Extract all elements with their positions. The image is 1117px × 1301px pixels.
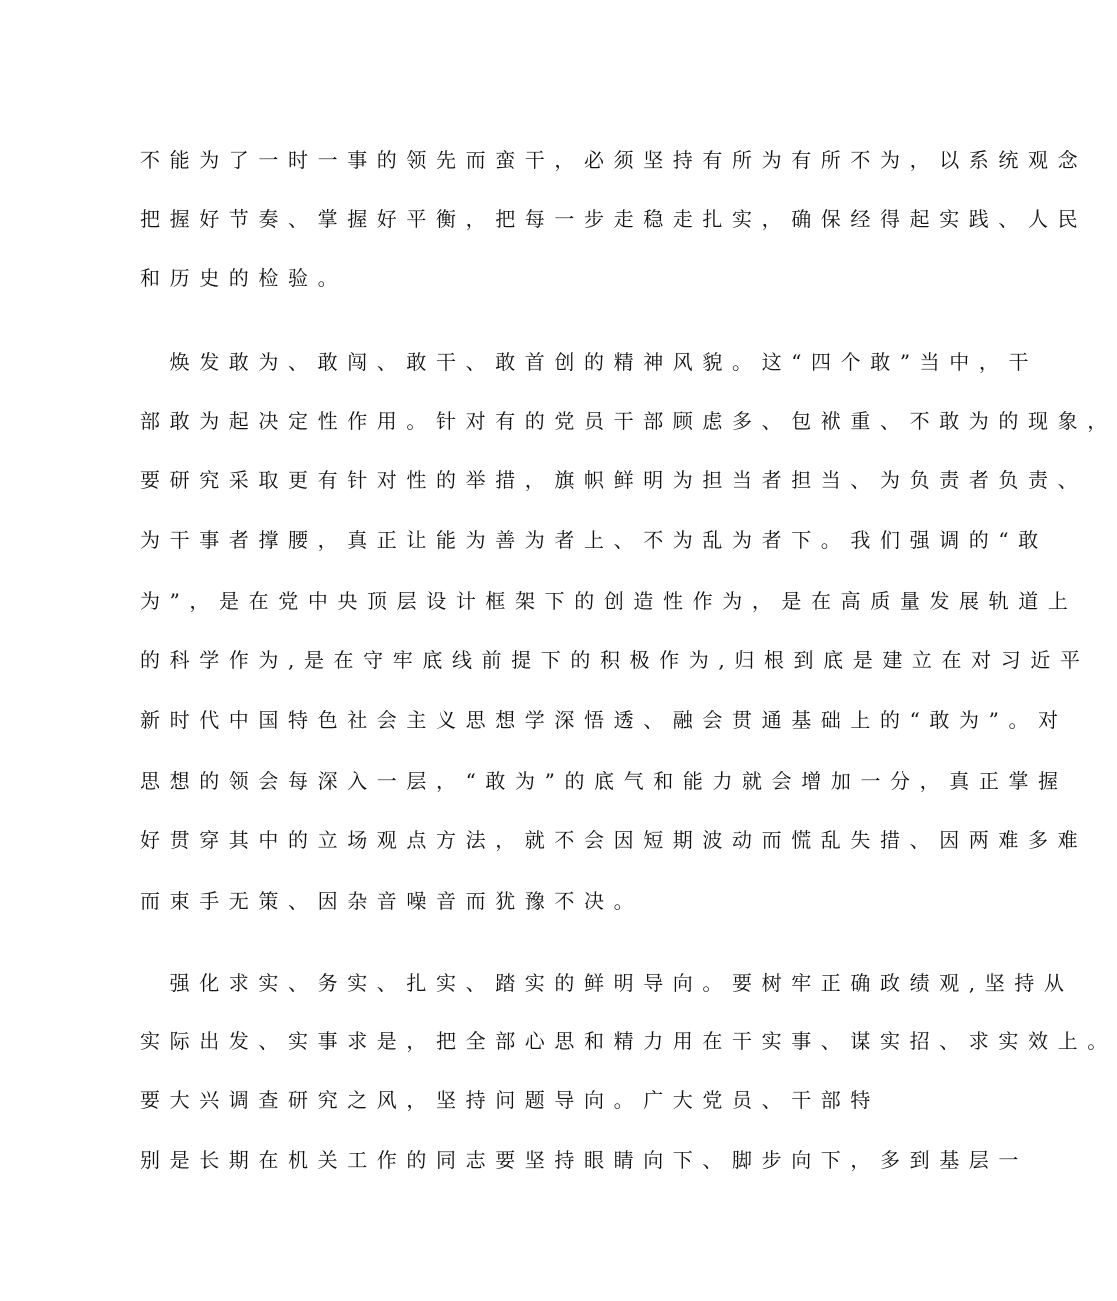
text-line: 把握好节奏、掌握好平衡，把每一步走稳走扎实，确保经得起实践、人民 xyxy=(140,207,1088,231)
text-line: 不能为了一时一事的领先而蛮干，必须坚持有所为有所不为，以系统观念 xyxy=(140,148,1088,172)
text-line: 的科学作为,是在守牢底线前提下的积极作为,归根到底是建立在对习近平 xyxy=(140,648,1090,672)
text-line: 要研究采取更有针对性的举措，旗帜鲜明为担当者担当、为负责者负责、 xyxy=(140,468,1088,492)
text-line: 思想的领会每深入一层，“敢为”的底气和能力就会增加一分，真正掌握 xyxy=(140,769,1068,793)
text-line: 新时代中国特色社会主义思想学深悟透、融会贯通基础上的“敢为”。对 xyxy=(140,708,1068,732)
text-line: 实际出发、实事求是，把全部心思和精力用在干实事、谋实招、求实效上。 xyxy=(140,1029,1117,1053)
text-line: 强化求实、务实、扎实、踏实的鲜明导向。要树牢正确政绩观,坚持从 xyxy=(140,971,1074,995)
text-line: 和历史的检验。 xyxy=(140,266,348,290)
text-line: 而束手无策、因杂音噪音而犹豫不决。 xyxy=(140,889,644,913)
text-line: 好贯穿其中的立场观点方法，就不会因短期波动而慌乱失措、因两难多难 xyxy=(140,828,1088,852)
text-line: 要大兴调查研究之风，坚持问题导向。广大党员、干部特 xyxy=(140,1088,880,1112)
text-line: 焕发敢为、敢闯、敢干、敢首创的精神风貌。这“四个敢”当中，干 xyxy=(140,350,1039,374)
text-line: 部敢为起决定性作用。针对有的党员干部顾虑多、包袱重、不敢为的现象， xyxy=(140,409,1117,433)
text-line: 别是长期在机关工作的同志要坚持眼睛向下、脚步向下，多到基层一 xyxy=(140,1148,1028,1172)
text-line: 为”，是在党中央顶层设计框架下的创造性作为，是在高质量发展轨道上 xyxy=(140,589,1078,613)
text-line: 为干事者撑腰，真正让能为善为者上、不为乱为者下。我们强调的“敢 xyxy=(140,528,1048,552)
